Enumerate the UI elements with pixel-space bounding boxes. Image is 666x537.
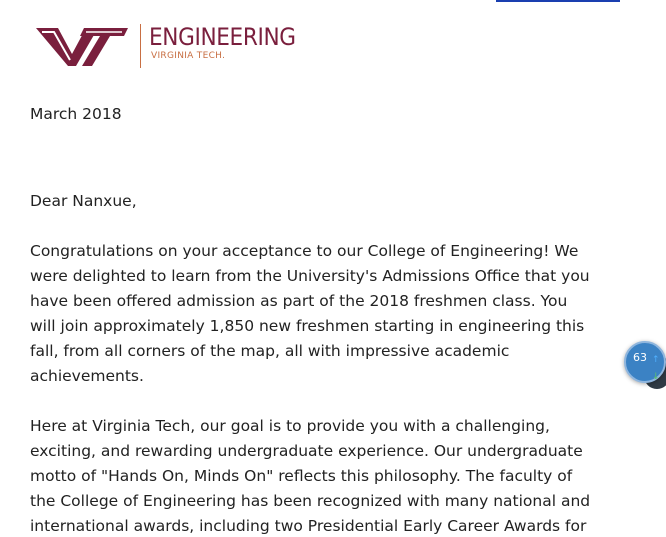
letter-salutation: Dear Nanxue, xyxy=(30,192,137,210)
paragraph-line: exciting, and rewarding undergraduate experience. Our undergraduate xyxy=(30,442,583,460)
paragraph-line: Congratulations on your acceptance to our College of Engineering! We xyxy=(30,242,579,260)
vt-logo-icon xyxy=(34,24,130,68)
letter-paragraph-1 xyxy=(30,239,620,389)
letter-date: March 2018 xyxy=(30,105,122,123)
paragraph-line: motto of "Hands On, Minds On" reflects this philosophy. The faculty of xyxy=(30,467,573,485)
paragraph-line: international awards, including two Presidential Early Career Awards for xyxy=(30,517,587,535)
letter-paragraph-2 xyxy=(30,414,620,537)
engineering-wordmark: ENGINEERING xyxy=(149,23,296,51)
paragraph-line: will join approximately 1,850 new freshmen starting in engineering this xyxy=(30,317,585,335)
floating-count-widget[interactable] xyxy=(624,341,666,385)
paragraph-line: were delighted to learn from the University's Admissions Office that you xyxy=(30,267,590,285)
virginia-tech-subtitle: VIRGINIA TECH. xyxy=(151,51,226,61)
arrow-up-icon[interactable]: ↑ xyxy=(652,355,660,365)
arrow-down-icon[interactable]: ↓ xyxy=(652,372,660,382)
paragraph-line: have been offered admission as part of the 2018 freshmen class. You xyxy=(30,292,568,310)
badge-count: 63 xyxy=(633,351,647,364)
paragraph-line: Here at Virginia Tech, our goal is to provide you with a challenging, xyxy=(30,417,550,435)
top-link-underline[interactable] xyxy=(496,0,620,2)
paragraph-line: fall, from all corners of the map, all with impressive academic xyxy=(30,342,510,360)
paragraph-line: achievements. xyxy=(30,367,144,385)
paragraph-line: the College of Engineering has been recognized with many national and xyxy=(30,492,591,510)
logo-wordmark xyxy=(149,24,312,62)
logo-divider xyxy=(140,24,141,68)
letter-body xyxy=(30,102,620,537)
vt-engineering-logo xyxy=(34,24,312,72)
